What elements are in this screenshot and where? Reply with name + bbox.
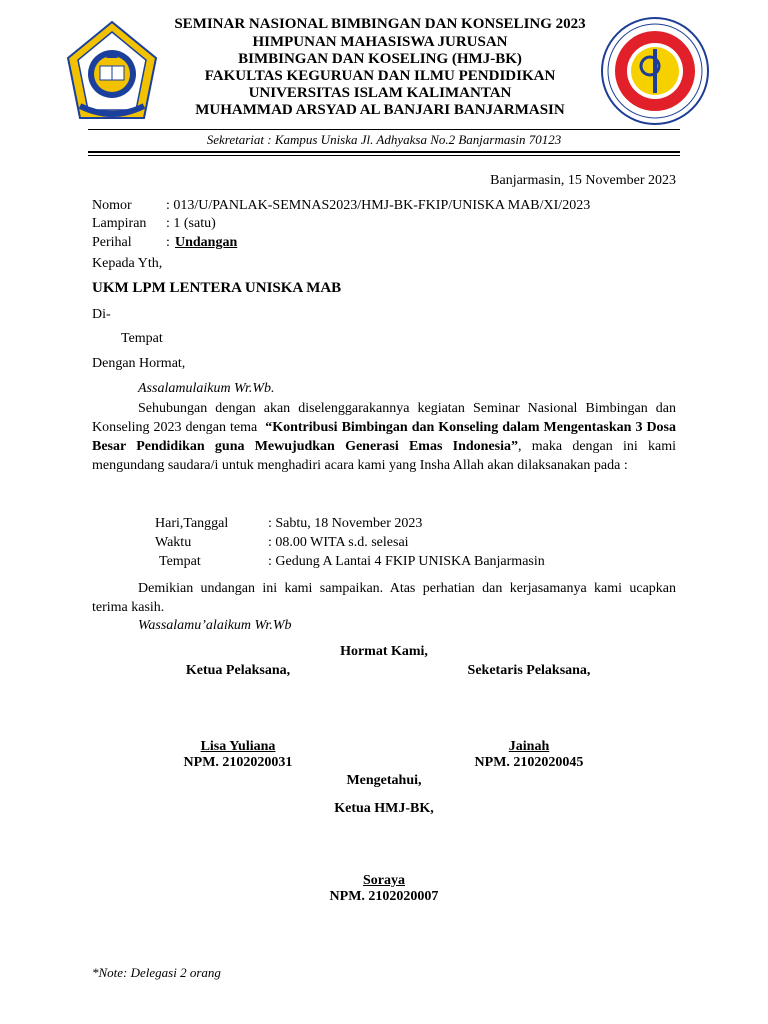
left-signer-role: Ketua Pelaksana, <box>185 663 291 678</box>
header-line-4: FAKULTAS KEGURUAN DAN ILMU PENDIDIKAN <box>204 68 556 84</box>
header-line-6: MUHAMMAD ARSYAD AL BANJARI BANJARMASIN <box>195 102 565 118</box>
closing-paragraph <box>92 579 676 617</box>
nomor-label: Nomor <box>92 198 132 213</box>
schedule-label-place: Tempat <box>159 554 201 569</box>
schedule-value-place: : Gedung A Lantai 4 FKIP UNISKA Banjarmasin <box>268 554 545 569</box>
assalam: Assalamulaikum Wr.Wb. <box>138 381 275 396</box>
delegation-note: *Note: Delegasi 2 orang <box>92 965 221 980</box>
schedule-label-day: Hari,Tanggal <box>155 516 229 531</box>
paragraph-intro: Sehubungan dengan akan diselenggarakannya kegiatan Seminar Nasional Bimbingan dan Konseling 2023 dengan tema <box>92 401 676 435</box>
recipient-name: UKM LPM LENTERA UNISKA MAB <box>92 280 342 296</box>
header-rule-top <box>88 129 680 130</box>
head-name: Soraya <box>363 873 405 888</box>
perihal-value: Undangan <box>175 235 238 250</box>
recipient-tempat: Tempat <box>121 331 163 346</box>
left-signer-npm: NPM. 2102020031 <box>183 755 293 770</box>
invitation-paragraph <box>92 399 676 475</box>
header-line-5: UNIVERSITAS ISLAM KALIMANTAN <box>248 85 512 101</box>
seminar-theme: “Kontribusi Bimbingan dan Konseling dalam Mengentaskan 3 Dosa Besar Pendidikan guna Mewujudkan Generasi Emas Indonesia” <box>92 420 677 454</box>
paragraph-continuation: , maka dengan ini kami mengundang saudara/i untuk menghadiri acara kami yang Insha Allah akan dilaksanakan pada : <box>92 439 676 473</box>
perihal-colon: : <box>166 235 170 250</box>
lampiran-label: Lampiran <box>92 216 147 231</box>
header-rule-bottom-thin <box>88 155 680 156</box>
left-signer-name: Lisa Yuliana <box>200 739 276 754</box>
wassalam: Wassalamu’alaikum Wr.Wb <box>138 618 292 633</box>
head-npm: NPM. 2102020007 <box>329 889 439 904</box>
schedule-label-time: Waktu <box>155 535 192 550</box>
salutation: Dengan Hormat, <box>92 356 186 371</box>
lampiran-value: : 1 (satu) <box>166 216 216 231</box>
header-rule-bottom <box>88 151 680 153</box>
schedule-value-time: : 08.00 WITA s.d. selesai <box>268 535 409 550</box>
header-line-1: SEMINAR NASIONAL BIMBINGAN DAN KONSELING 2023 <box>174 16 586 32</box>
head-role: Ketua HMJ-BK, <box>334 801 434 816</box>
header-line-3: BIMBINGAN DAN KOSELING (HMJ-BK) <box>238 51 522 67</box>
header-line-2: HIMPUNAN MAHASISWA JURUSAN <box>252 34 508 50</box>
right-signer-npm: NPM. 2102020045 <box>474 755 584 770</box>
schedule-value-day: : Sabtu, 18 November 2023 <box>268 516 423 531</box>
nomor-value: : 013/U/PANLAK-SEMNAS2023/HMJ-BK-FKIP/UNISKA MAB/XI/2023 <box>166 198 591 213</box>
closing-text: Demikian undangan ini kami sampaikan. Atas perhatian dan kerjasamanya kami ucapkan terima kasih. <box>92 581 676 615</box>
right-signer-role: Seketaris Pelaksana, <box>467 663 591 678</box>
recipient-greeting: Kepada Yth, <box>92 256 163 271</box>
mengetahui: Mengetahui, <box>346 773 422 788</box>
hormat-kami: Hormat Kami, <box>340 644 428 659</box>
right-signer-name: Jainah <box>508 739 550 754</box>
letter-date: Banjarmasin, 15 November 2023 <box>490 173 676 188</box>
secretariat-address: Sekretariat : Kampus Uniska Jl. Adhyaksa No.2 Banjarmasin 70123 <box>206 132 562 147</box>
recipient-di: Di- <box>92 307 111 322</box>
perihal-label: Perihal <box>92 235 132 250</box>
